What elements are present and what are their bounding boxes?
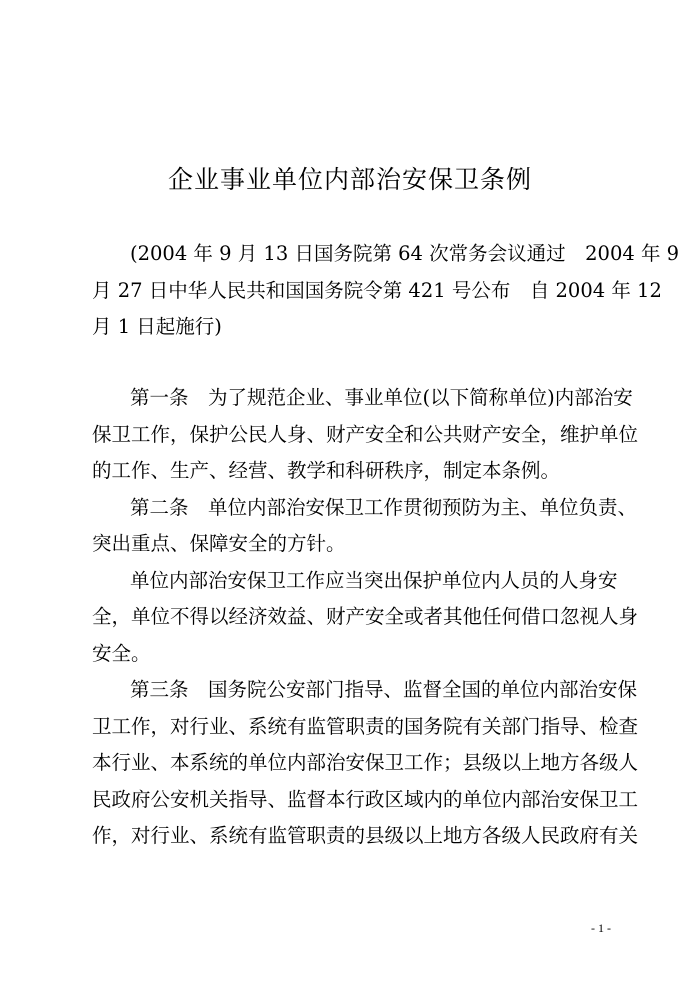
page-number: - 1 - [591,921,611,935]
article-3-line: 作，对行业、系统有监管职责的县级以上地方各级人民政府有关 [92,824,639,847]
article-1-line: 的工作、生产、经营、教学和科研秩序，制定本条例。 [92,459,561,482]
article-2-paragraph-line: 安全。 [92,641,151,665]
article-1-line: 第一条 为了规范企业、事业单位(以下简称单位)内部治安 [130,386,633,409]
article-3-line: 第三条 国务院公安部门指导、监督全国的单位内部治安保 [130,678,638,701]
adoption-note-line: 月 1 日起施行) [92,315,222,338]
article-1-line: 保卫工作，保护公民人身、财产安全和公共财产安全，维护单位 [92,422,639,446]
article-3-line: 本行业、本系统的单位内部治安保卫工作；县级以上地方各级人 [92,751,639,774]
adoption-note [92,236,680,346]
article-2-paragraph-line: 单位内部治安保卫工作应当突出保护单位内人员的人身安 [130,568,618,592]
article-3-line: 民政府公安机关指导、监督本行政区域内的单位内部治安保卫工 [92,787,639,811]
adoption-note-line: 月 27 日中华人民共和国国务院令第 421 号公布 自 2004 年 12 [92,278,662,302]
article-2-paragraph-line: 全，单位不得以经济效益、财产安全或者其他任何借口忽视人身 [92,605,639,628]
document-body [92,380,639,855]
article-3-line: 卫工作，对行业、系统有监管职责的国务院有关部门指导、检查 [92,714,639,738]
document-title: 企业事业单位内部治安保卫条例 [167,165,532,194]
article-2-line: 突出重点、保障安全的方针。 [92,532,346,555]
article-2-line: 第二条 单位内部治安保卫工作贯彻预防为主、单位负责、 [130,495,638,519]
adoption-note-line: (2004 年 9 月 13 日国务院第 64 次常务会议通过 2004 年 9 [130,242,680,265]
